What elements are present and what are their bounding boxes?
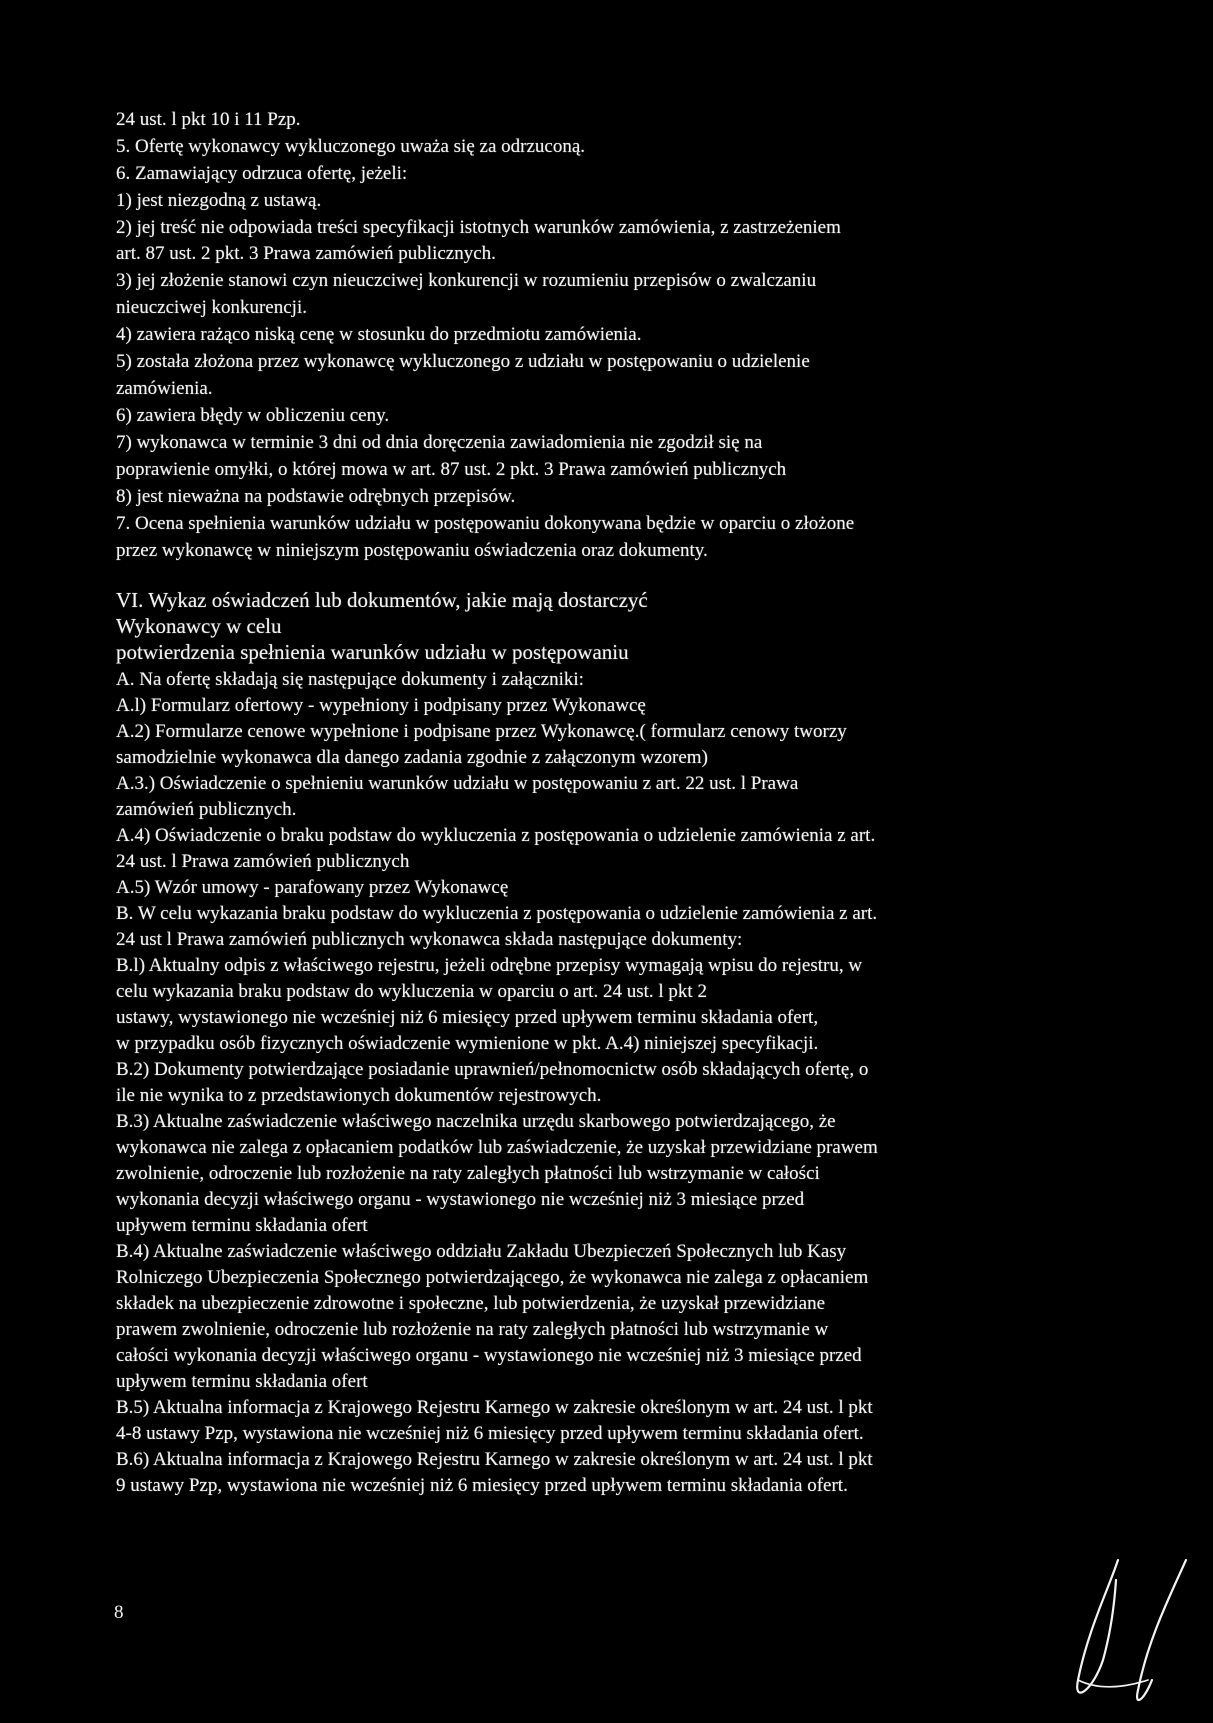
text-line: A.2) Formularze cenowe wypełnione i podpisane przez Wykonawcę.( formularz cenowy tworzy (116, 721, 847, 742)
text-line: 3) jej złożenie stanowi czyn nieuczciwej konkurencji w rozumieniu przepisów o zwalczaniu (116, 270, 817, 291)
text-line: zwolnienie, odroczenie lub rozłożenie na raty zaległych płatności lub wstrzymanie w całości (116, 1163, 820, 1184)
section-heading: Wykonawcy w celu (116, 614, 282, 638)
text-line: A.4) Oświadczenie o braku podstaw do wykluczenia z postępowania o udzielenie zamówienia z art. (116, 825, 876, 846)
text-line: A.l) Formularz ofertowy - wypełniony i podpisany przez Wykonawcę (116, 695, 646, 716)
section-heading: potwierdzenia spełnienia warunków udziału w postępowaniu (116, 640, 629, 664)
text-line: 6. Zamawiający odrzuca ofertę, jeżeli: (116, 163, 408, 184)
text-line: upływem terminu składania ofert (116, 1371, 368, 1392)
text-line: B.3) Aktualne zaświadczenie właściwego naczelnika urzędu skarbowego potwierdzającego, że (116, 1111, 836, 1132)
text-line: 4) zawiera rażąco niską cenę w stosunku do przedmiotu zamówienia. (116, 324, 642, 345)
text-line: składek na ubezpieczenie zdrowotne i społeczne, lub potwierdzenia, że uzyskał przewidziane (116, 1293, 826, 1314)
text-line: 1) jest niezgodną z ustawą. (116, 190, 322, 211)
signature-icon (1048, 1540, 1198, 1710)
text-line: 24 ust. l pkt 10 i 11 Pzp. (116, 109, 301, 130)
text-line: B.2) Dokumenty potwierdzające posiadanie uprawnień/pełnomocnictw osób składających ofertę, o (116, 1059, 869, 1080)
text-line: 8) jest nieważna na podstawie odrębnych przepisów. (116, 486, 516, 507)
text-line: prawem zwolnienie, odroczenie lub rozłożenie na raty zaległych płatności lub wstrzymanie w (116, 1319, 829, 1340)
text-line: upływem terminu składania ofert (116, 1215, 368, 1236)
text-line: B. W celu wykazania braku podstaw do wykluczenia z postępowania o udzielenie zamówienia z art. (116, 903, 878, 924)
text-line: B.6) Aktualna informacja z Krajowego Rejestru Karnego w zakresie określonym w art. 24 ust. l pkt (116, 1449, 873, 1470)
text-line: 6) zawiera błędy w obliczeniu ceny. (116, 405, 390, 426)
text-line: samodzielnie wykonawca dla danego zadania zgodnie z załączonym wzorem) (116, 747, 708, 768)
text-line: 7. Ocena spełnienia warunków udziału w postępowaniu dokonywana będzie w oparciu o złożone (116, 513, 855, 534)
text-line: ile nie wynika to z przedstawionych dokumentów rejestrowych. (116, 1085, 602, 1106)
text-line: celu wykazania braku podstaw do wykluczenia w oparciu o art. 24 ust. l pkt 2 (116, 981, 707, 1002)
text-line: 24 ust. l Prawa zamówień publicznych (116, 851, 410, 872)
text-line: 5. Ofertę wykonawcy wykluczonego uważa się za odrzuconą. (116, 136, 585, 157)
text-line: zamówienia. (116, 378, 213, 399)
text-line: Rolniczego Ubezpieczenia Społecznego potwierdzającego, że wykonawca nie zalega z opłacaniem (116, 1267, 869, 1288)
text-line: B.5) Aktualna informacja z Krajowego Rejestru Karnego w zakresie określonym w art. 24 ust. l pkt (116, 1397, 873, 1418)
text-line: w przypadku osób fizycznych oświadczenie wymienione w pkt. A.4) niniejszej specyfikacji. (116, 1033, 819, 1054)
text-line: A.3.) Oświadczenie o spełnieniu warunków udziału w postępowaniu z art. 22 ust. l Prawa (116, 773, 799, 794)
page-number: 8 (114, 1602, 124, 1623)
text-line: 2) jej treść nie odpowiada treści specyfikacji istotnych warunków zamówienia, z zastrzeżeniem (116, 217, 841, 238)
text-line: A. Na ofertę składają się następujące dokumenty i załączniki: (116, 669, 584, 690)
text-line: wykonawca nie zalega z opłacaniem podatków lub zaświadczenie, że uzyskał przewidziane prawem (116, 1137, 878, 1158)
text-line: 24 ust l Prawa zamówień publicznych wykonawca składa następujące dokumenty: (116, 929, 743, 950)
text-line: zamówień publicznych. (116, 799, 297, 820)
text-line: 4-8 ustawy Pzp, wystawiona nie wcześniej niż 6 miesięcy przed upływem terminu składania ofert. (116, 1423, 864, 1444)
text-line: A.5) Wzór umowy - parafowany przez Wykonawcę (116, 877, 509, 898)
text-line: poprawienie omyłki, o której mowa w art. 87 ust. 2 pkt. 3 Prawa zamówień publicznych (116, 459, 787, 480)
text-line: 7) wykonawca w terminie 3 dni od dnia doręczenia zawiadomienia nie zgodził się na (116, 432, 763, 453)
text-line: art. 87 ust. 2 pkt. 3 Prawa zamówień publicznych. (116, 243, 496, 264)
text-line: całości wykonania decyzji właściwego organu - wystawionego nie wcześniej niż 3 miesiące przed (116, 1345, 862, 1366)
text-line: nieuczciwej konkurencji. (116, 297, 307, 318)
text-line: B.4) Aktualne zaświadczenie właściwego oddziału Zakładu Ubezpieczeń Społecznych lub Kasy (116, 1241, 847, 1262)
text-line: 5) została złożona przez wykonawcę wykluczonego z udziału w postępowaniu o udzielenie (116, 351, 810, 372)
text-line: ustawy, wystawionego nie wcześniej niż 6 miesięcy przed upływem terminu składania ofert, (116, 1007, 819, 1028)
text-line: przez wykonawcę w niniejszym postępowaniu oświadczenia oraz dokumenty. (116, 540, 708, 561)
section-heading: VI. Wykaz oświadczeń lub dokumentów, jakie mają dostarczyć (116, 588, 648, 612)
text-line: wykonania decyzji właściwego organu - wystawionego nie wcześniej niż 3 miesiące przed (116, 1189, 805, 1210)
text-line: 9 ustawy Pzp, wystawiona nie wcześniej niż 6 miesięcy przed upływem terminu składania ofert. (116, 1475, 848, 1496)
text-line: B.l) Aktualny odpis z właściwego rejestru, jeżeli odrębne przepisy wymagają wpisu do rejestru, w (116, 955, 863, 976)
